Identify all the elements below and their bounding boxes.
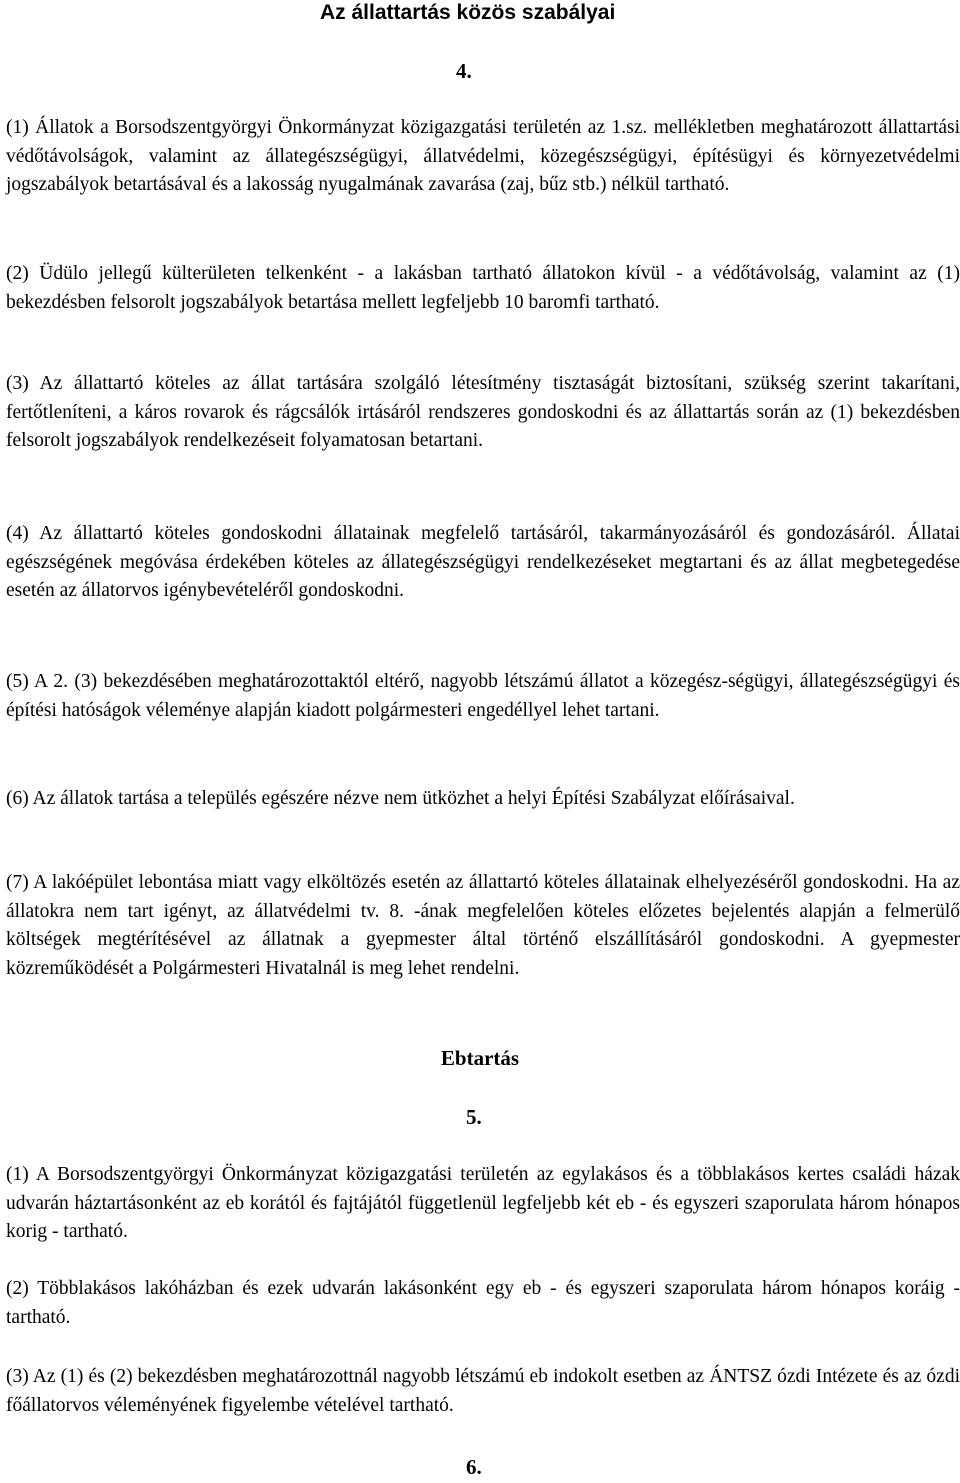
paragraph-4-5: (5) A 2. (3) bekezdésében meghatározottaktól eltérő, nagyobb létszámú állatot a közegész-ségügyi, állategészségügyi és építési hatóságok véleménye alapján kiadott polgármesteri engedéllyel lehet tartani. xyxy=(6,671,960,721)
paragraph-4-2: (2) Üdülo jellegű külterületen telkenként - a lakásban tartható állatokon kívül - a védőtávolság, valamint az (1) bekezdésben felsorolt jogszabályok betartása mellett legfeljebb 10 baromfi tartható. xyxy=(6,263,960,313)
paragraph-4-3: (3) Az állattartó köteles az állat tartására szolgáló létesítmény tisztaságát biztosítani, szükség szerint takarítani, fertőtleníteni, a káros rovarok és rágcsálók irtásáról rendszeres gondoskodni és az állattartás során az (1) bekezdésben felsorolt jogszabályok rendelkezéseit folyamatosan betartani. xyxy=(6,373,960,452)
page-title: Az állattartás közös szabályai xyxy=(320,1,616,24)
section-number-4: 4. xyxy=(456,59,472,83)
paragraph-5-3: (3) Az (1) és (2) bekezdésben meghatározottnál nagyobb létszámú eb indokolt esetben az ÁNTSZ ózdi Intézete és az ózdi főállatorvos véleményének figyelembe vételével tartható. xyxy=(6,1366,960,1416)
paragraph-4-6: (6) Az állatok tartása a település egészére nézve nem ütközhet a helyi Építési Szabályzat előírásaival. xyxy=(6,788,795,809)
paragraph-4-4: (4) Az állattartó köteles gondoskodni állatainak megfelelő tartásáról, takarmányozásáról és gondozásáról. Állatai egészségének megóvása érdekében köteles az állategészségügyi rendelkezéseket megtartani és az állat megbetegedése esetén az állatorvos igénybevételéről gondoskodni. xyxy=(6,523,960,602)
section-number-5: 5. xyxy=(466,1105,482,1129)
paragraph-5-2: (2) Többlakásos lakóházban és ezek udvarán lakásonként egy eb - és egyszeri szaporulata három hónapos koráig - tartható. xyxy=(6,1278,960,1328)
section-subtitle: Ebtartás xyxy=(440,1046,520,1070)
section-number-6: 6. xyxy=(466,1455,482,1479)
paragraph-4-1: (1) Állatok a Borsodszentgyörgyi Önkormányzat közigazgatási területén az 1.sz. mellékletben meghatározott állattartási védőtávolságok, valamint az állategészségügyi, állatvédelmi, közegészségügyi, építésügyi és környezetvédelmi jogszabályok betartásával és a lakosság nyugalmának zavarása (zaj, bűz stb.) nélkül tartható. xyxy=(6,117,960,196)
paragraph-5-1: (1) A Borsodszentgyörgyi Önkormányzat közigazgatási területén az egylakásos és a többlakásos kertes családi házak udvarán háztartásonként az eb korától és fajtájától függetlenül legfeljebb két eb - és egyszeri szaporulata három hónapos korig - tartható. xyxy=(6,1164,960,1243)
paragraph-4-7: (7) A lakóépület lebontása miatt vagy elköltözés esetén az állattartó köteles állatainak elhelyezéséről gondoskodni. Ha az állatokra nem tart igényt, az állatvédelmi tv. 8. -ának megfelelően köteles előzetes bejelentés alapján a felmerülő költségek megtérítésével az állatnak a gyepmester által történő elszállításáról gondoskodni. A gyepmester közreműködését a Polgármesteri Hivatalnál is meg lehet rendelni. xyxy=(6,872,960,979)
